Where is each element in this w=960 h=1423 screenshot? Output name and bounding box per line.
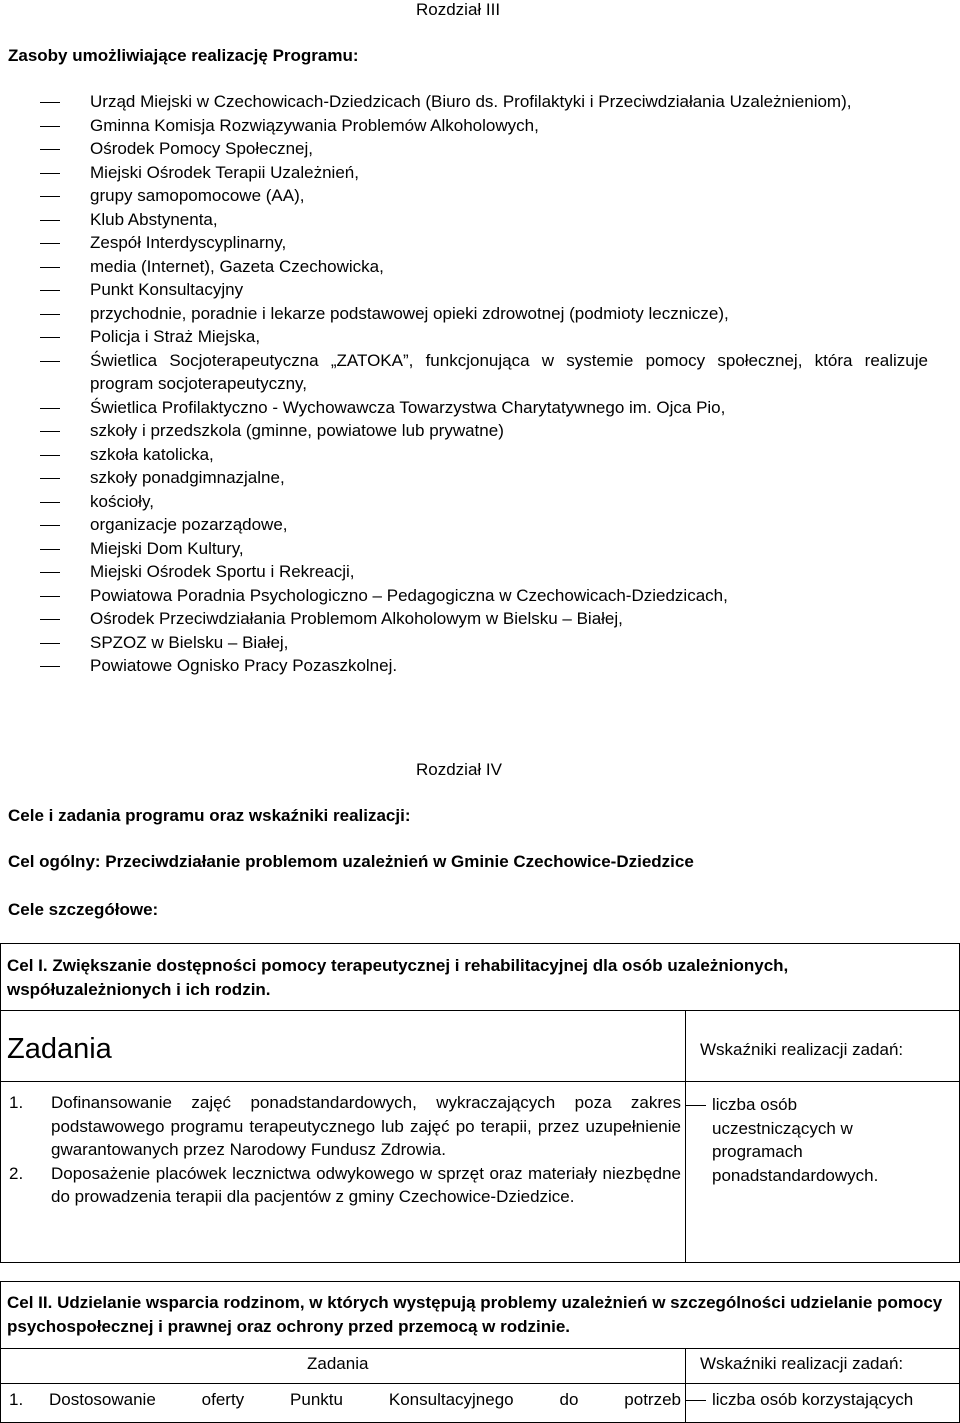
- list-item: Świetlica Socjoterapeutyczna „ZATOKA”, funkcjonująca w systemie pomocy społecznej, która realizuje program socjoterapeutyczny,: [0, 349, 960, 396]
- list-item: Świetlica Profilaktyczno - Wychowawcza Towarzystwa Charytatywnego im. Ojca Pio,: [0, 396, 960, 420]
- list-item: Miejski Ośrodek Sportu i Rekreacji,: [0, 560, 960, 584]
- goal-1-tasks-header: Zadania: [7, 1033, 112, 1065]
- goal-1-indicator-cell: [685, 1081, 960, 1263]
- list-item: SPZOZ w Bielsku – Białej,: [0, 631, 960, 655]
- list-item: Urząd Miejski w Czechowicach-Dziedzicach (Biuro ds. Profilaktyki i Przeciwdziałania Uzależnieniom),: [0, 90, 960, 114]
- task-text: Doposażenie placówek lecznictwa odwykowego w sprzęt oraz materiały niezbędne do prowadzenia terapii dla pacjentów z gminy Czechowice-Dziedzice.: [51, 1163, 681, 1206]
- chapter-3-heading: Rozdział III: [416, 0, 501, 19]
- list-item: media (Internet), Gazeta Czechowicka,: [0, 255, 960, 279]
- goal-1-indicators-header: Wskaźniki realizacji zadań:: [700, 1040, 904, 1059]
- task-number: 1.: [9, 1390, 24, 1409]
- dash-icon: [686, 1105, 706, 1106]
- resources-title: Zasoby umożliwiające realizację Programu:: [8, 46, 359, 65]
- list-item: szkoła katolicka,: [0, 443, 960, 467]
- goal-2-indicator-cell: [685, 1383, 960, 1423]
- list-item: Powiatowe Ognisko Pracy Pozaszkolnej.: [0, 654, 960, 678]
- goal-1-tasks-cell: [0, 1081, 686, 1263]
- goal-1-title-cell: [0, 943, 960, 1011]
- list-item: grupy samopomocowe (AA),: [0, 184, 960, 208]
- goals-section-title: Cele i zadania programu oraz wskaźniki realizacji:: [8, 806, 411, 825]
- list-item: Powiatowa Poradnia Psychologiczno – Pedagogiczna w Czechowicach-Dziedzicach,: [0, 584, 960, 608]
- list-item: Policja i Straż Miejska,: [0, 325, 960, 349]
- goal-2-title-cell: [0, 1281, 960, 1349]
- task-item: [9, 1162, 681, 1209]
- list-item: Ośrodek Pomocy Społecznej,: [0, 137, 960, 161]
- goal-2-indicator: liczba osób korzystających: [712, 1390, 914, 1409]
- list-item: Miejski Ośrodek Terapii Uzależnień,: [0, 161, 960, 185]
- goal-1-indicator: liczba osób uczestniczących w programach ponadstandardowych.: [712, 1095, 879, 1185]
- list-item: szkoły i przedszkola (gminne, powiatowe lub prywatne): [0, 419, 960, 443]
- goal-2-indicators-header-cell: [685, 1348, 960, 1384]
- list-item: szkoły ponadgimnazjalne,: [0, 466, 960, 490]
- goal-2-tasks-cell: [0, 1383, 686, 1423]
- resources-list: [0, 90, 960, 678]
- goal-2-tasks-header-cell: [0, 1348, 686, 1384]
- goal-2-tasks-header: Zadania: [307, 1354, 369, 1373]
- list-item: Miejski Dom Kultury,: [0, 537, 960, 561]
- goal-1-task-list: [9, 1091, 681, 1209]
- goal-1-tasks-header-cell: [0, 1010, 686, 1082]
- list-item: Punkt Konsultacyjny: [0, 278, 960, 302]
- list-item: przychodnie, poradnie i lekarze podstawowej opieki zdrowotnej (podmioty lecznicze),: [0, 302, 960, 326]
- list-item: organizacje pozarządowe,: [0, 513, 960, 537]
- goal-2-title: Cel II. Udzielanie wsparcia rodzinom, w których występują problemy uzależnień w szczególności udzielanie pomocy psychospołecznej i prawnej oraz ochrony przed przemocą w rodzinie.: [7, 1293, 943, 1336]
- goal-1-indicators-header-cell: [685, 1010, 960, 1082]
- list-item: Gminna Komisja Rozwiązywania Problemów Alkoholowych,: [0, 114, 960, 138]
- general-goal: Cel ogólny: Przeciwdziałanie problemom uzależnień w Gminie Czechowice-Dziedzice: [8, 852, 694, 871]
- specific-goals-label: Cele szczegółowe:: [8, 900, 159, 919]
- list-item: Klub Abstynenta,: [0, 208, 960, 232]
- task-number: 1.: [9, 1093, 24, 1112]
- chapter-4-heading: Rozdział IV: [416, 760, 502, 779]
- task-number: 2.: [9, 1163, 24, 1183]
- list-item: kościoły,: [0, 490, 960, 514]
- goal-2-indicators-header: Wskaźniki realizacji zadań:: [700, 1354, 904, 1373]
- list-item: Ośrodek Przeciwdziałania Problemom Alkoholowym w Bielsku – Białej,: [0, 607, 960, 631]
- dash-icon: [686, 1400, 706, 1401]
- task-text: Dostosowanie oferty Punktu Konsultacyjnego do potrzeb: [49, 1390, 681, 1409]
- goal-1-title: Cel I. Zwiększanie dostępności pomocy terapeutycznej i rehabilitacyjnej dla osób uzależnionych, współuzależnionych i ich rodzin.: [7, 956, 789, 999]
- task-item: [9, 1091, 681, 1162]
- task-text: Dofinansowanie zajęć ponadstandardowych, wykraczających poza zakres podstawowego programu terapeutycznego lub zajęć po terapii, przez uzupełnienie gwarantowanych przez Narodowy Fundusz Zdrowia.: [51, 1093, 681, 1159]
- list-item: Zespół Interdyscyplinarny,: [0, 231, 960, 255]
